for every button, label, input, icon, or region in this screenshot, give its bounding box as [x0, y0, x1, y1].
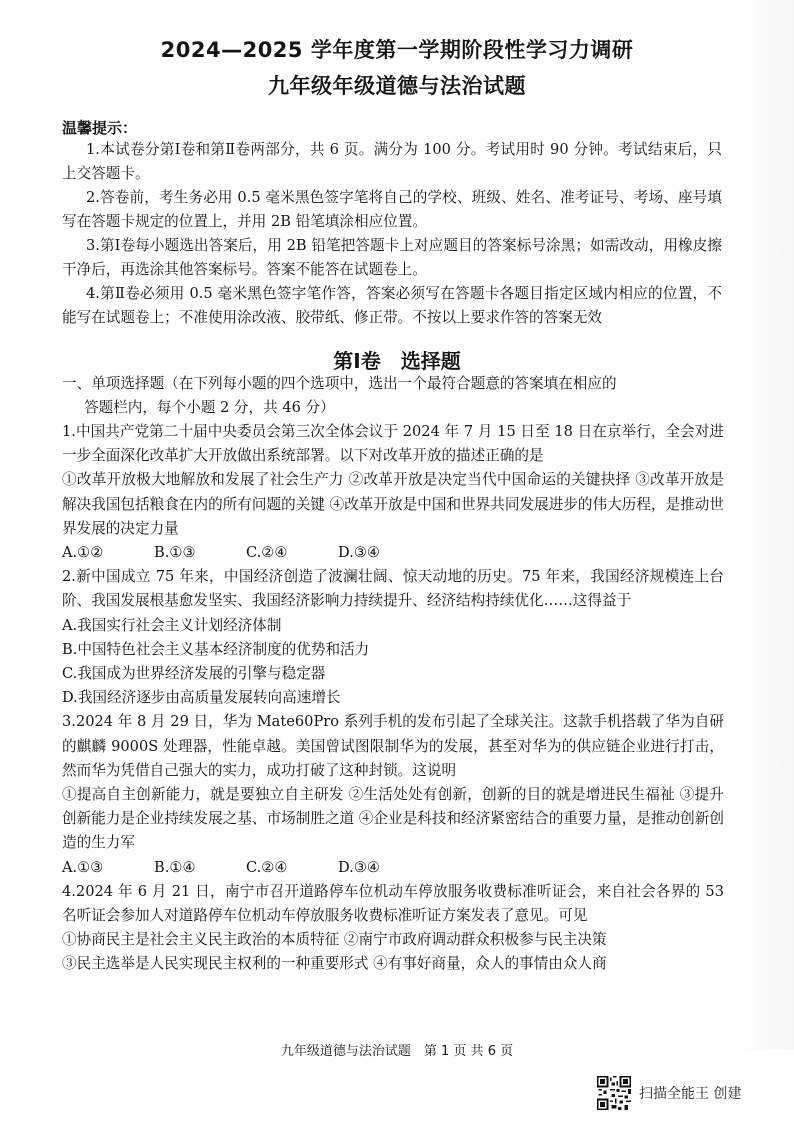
section-intro	[62, 372, 722, 420]
tips-heading: 温馨提示：	[62, 119, 138, 137]
tip-item: 1.本试卷分第Ⅰ卷和第Ⅱ卷两部分，共 6 页。满分为 100 分。考试用时 90 分钟。考试结束后，只上交答题卡。	[62, 141, 722, 182]
tips-list	[62, 138, 722, 330]
question-statements: ①改革开放极大地解放和发展了社会生产力 ②改革开放是决定当代中国命运的关键抉择 ③改革开放是解决我国包括粮食在内的所有问题的关键 ④改革开放是中国和世界共同发展进步的伟大历程，是推动世界发展的决定力量	[62, 471, 724, 537]
tip-item: 2.答卷前，考生务必用 0.5 毫米黑色签字笔将自己的学校、班级、姓名、准考证号、考场、座号填写在答题卡规定的位置上，并用 2B 铅笔填涂相应位置。	[62, 189, 722, 230]
scan-edge-shadow	[734, 0, 794, 1050]
question-statement-line: ①协商民主是社会主义民主政治的本质特征 ②南宁市政府调动群众积极参与民主决策	[62, 931, 607, 949]
question-stem: 2.新中国成立 75 年来，中国经济创造了波澜壮阔、惊天动地的历史。75 年来，我国经济规模连上台阶、我国发展根基愈发坚实、我国经济影响力持续提升、经济结构持续优化……这得益于	[62, 568, 724, 610]
answer-option: B.①④	[154, 858, 196, 876]
answer-choice: C.我国成为世界经济发展的引擎与稳定器	[62, 665, 326, 683]
answer-option: C.②④	[246, 544, 288, 562]
section-title: 第Ⅰ卷 选择题	[333, 349, 461, 373]
section-intro-line: 答题栏内，每个小题 2 分，共 46 分）	[84, 399, 335, 416]
answer-option: B.①③	[154, 544, 196, 562]
answer-options	[62, 541, 724, 565]
answer-choice: D.我国经济逐步由高质量发展转向高速增长	[62, 689, 341, 707]
answer-option: C.②④	[246, 858, 288, 876]
question-stem: 3.2024 年 8 月 29 日，华为 Mate60Pro 系列手机的发布引起了全球关注。这款手机搭载了华为自研的麒麟 9000S 处理器，性能卓越。美国曾试图限制华为的发展，甚至对华为的供应链企业进行打击，然而华为凭借自己强大的实力，成功打破了这种封锁。这说明	[62, 713, 724, 779]
answer-option: A.①③	[62, 858, 104, 876]
exam-title: 2024—2025 学年度第一学期阶段性学习力调研	[160, 38, 634, 62]
watermark-text: 扫描全能王 创建	[639, 1086, 742, 1102]
section-intro-line: 一、单项选择题（在下列每小题的四个选项中，选出一个最符合题意的答案填在相应的	[62, 375, 617, 392]
answer-options	[62, 856, 724, 880]
question-statement-line: ③民主选举是人民实现民主权利的一种重要形式 ④有事好商量，众人的事情由众人商	[62, 955, 607, 973]
tip-item: 4.第Ⅱ卷必须用 0.5 毫米黑色签字笔作答，答案必须写在答题卡各题目指定区域内相应的位置，不能写在试题卷上；不准使用涂改液、胶带纸、修正带。不按以上要求作答的答案无效	[62, 285, 722, 326]
answer-choice: B.中国特色社会主义基本经济制度的优势和活力	[62, 640, 370, 658]
question-stem: 1.中国共产党第二十届中央委员会第三次全体会议于 2024 年 7 月 15 日至 18 日在京举行，全会对进一步全面深化改革扩大开放做出系统部署。以下对改革开放的描述正确的是	[62, 423, 724, 465]
page-footer: 九年级道德与法治试题 第 1 页 共 6 页	[280, 1044, 514, 1059]
answer-option: D.③④	[338, 858, 380, 876]
tip-item: 3.第Ⅰ卷每小题选出答案后，用 2B 铅笔把答题卡上对应题目的答案标号涂黑；如需改动，用橡皮擦干净后，再选涂其他答案标号。答案不能答在试题卷上。	[62, 237, 722, 278]
question-stem: 4.2024 年 6 月 21 日，南宁市召开道路停车位机动车停放服务收费标准听证会，来自社会各界的 53 名听证会参加人对道路停车位机动车停放服务收费标准听证方案发表了意见。可见	[62, 882, 724, 925]
scanner-watermark	[597, 1076, 741, 1110]
answer-choice: A.我国实行社会主义计划经济体制	[62, 616, 282, 634]
exam-subtitle: 九年级年级道德与法治试题	[268, 74, 526, 98]
question-statements: ①提高自主创新能力，就是要独立自主研发 ②生活处处有创新，创新的目的就是增进民生福祉 ③提升创新能力是企业持续发展之基、市场制胜之道 ④企业是科技和经济紧密结合的重要力量，是推动创新创造的生力军	[62, 786, 724, 852]
qr-code-icon	[597, 1076, 631, 1110]
answer-option: D.③④	[338, 544, 380, 562]
question-list	[62, 420, 724, 977]
answer-option: A.①②	[62, 544, 104, 562]
